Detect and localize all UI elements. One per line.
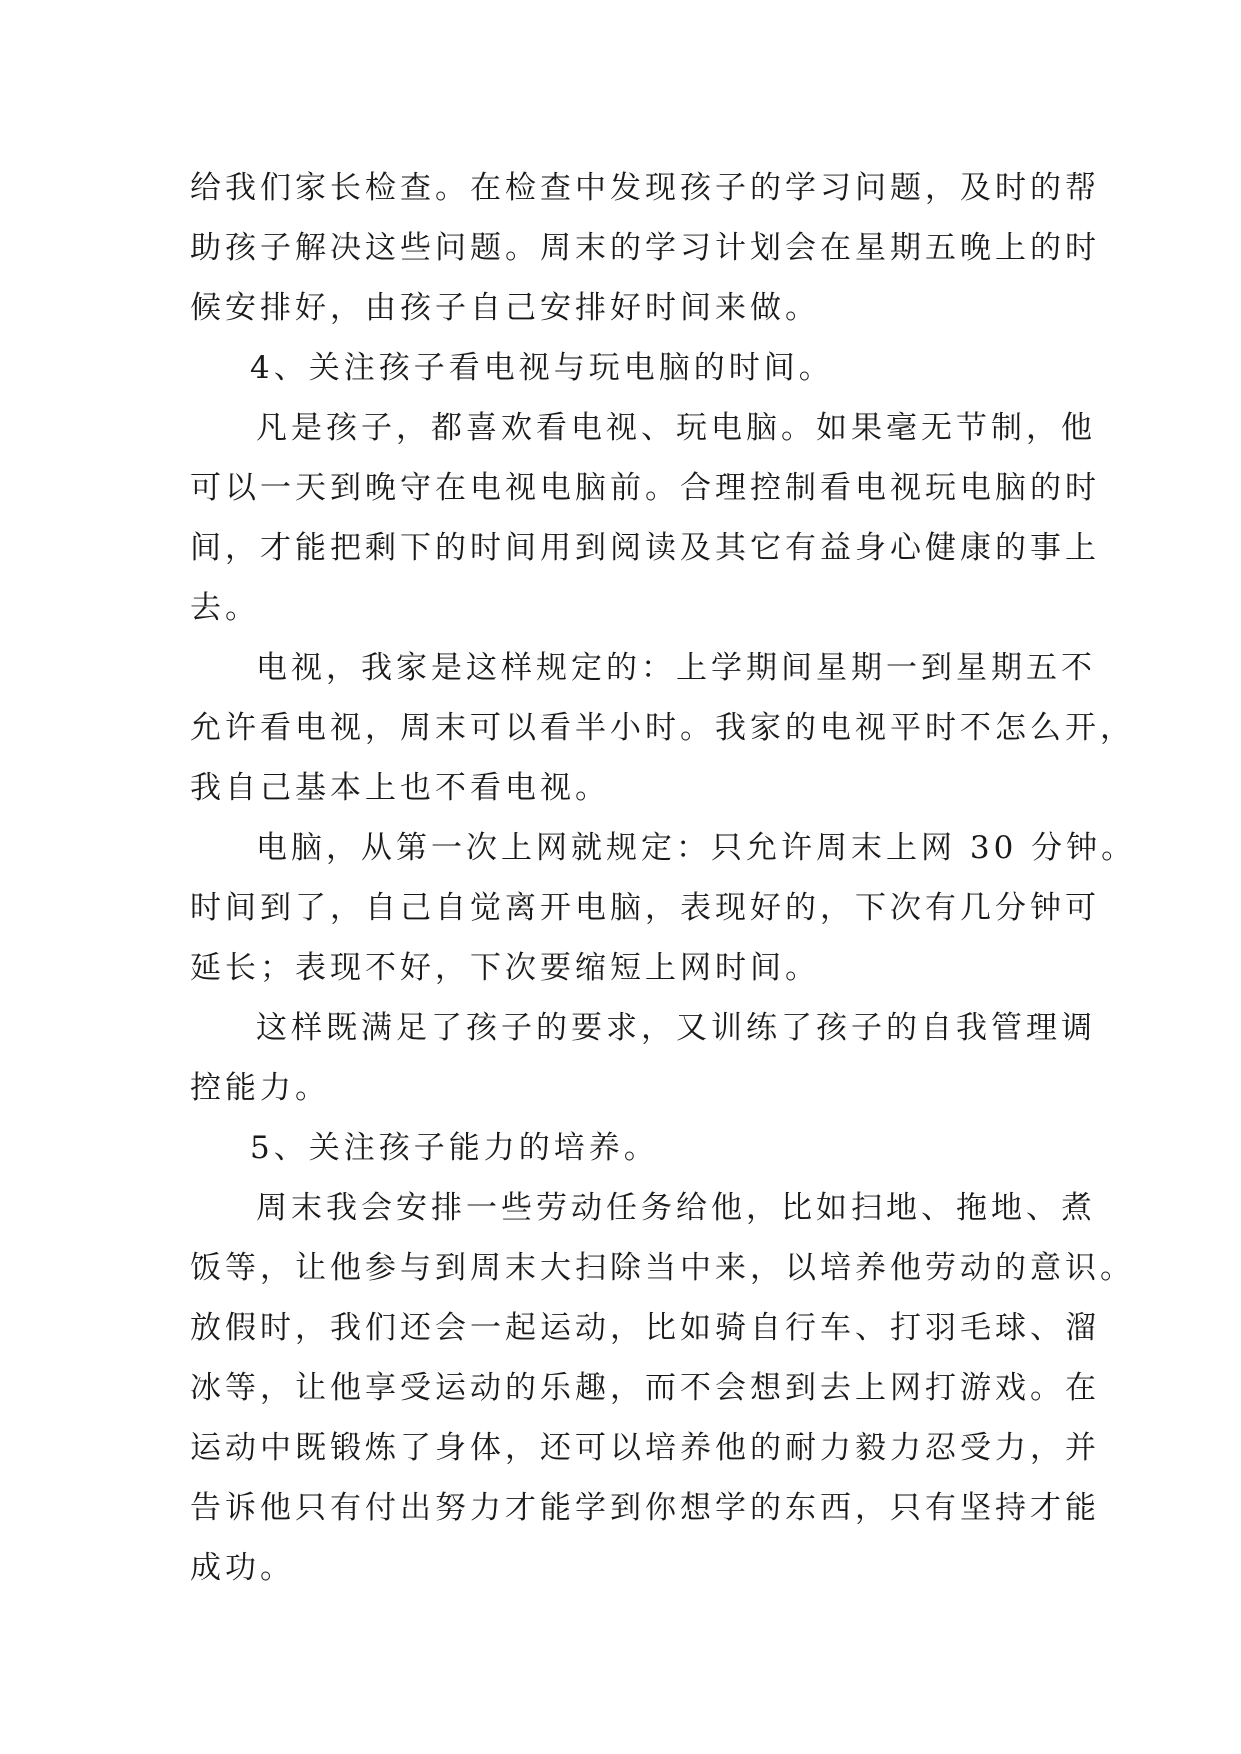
text-line: 冰等，让他享受运动的乐趣，而不会想到去上网打游戏。在 <box>190 1370 1100 1406</box>
paragraph-first-line: 凡是孩子，都喜欢看电视、玩电脑。如果毫无节制，他 <box>256 410 1096 446</box>
text-line: 可以一天到晚守在电视电脑前。合理控制看电视玩电脑的时 <box>190 470 1100 506</box>
text-line: 间，才能把剩下的时间用到阅读及其它有益身心健康的事上 <box>190 530 1100 566</box>
text-line: 助孩子解决这些问题。周末的学习计划会在星期五晚上的时 <box>190 230 1100 266</box>
text-line: 饭等，让他参与到周末大扫除当中来，以培养他劳动的意识。 <box>190 1250 1135 1286</box>
text-line: 延长；表现不好，下次要缩短上网时间。 <box>190 950 820 986</box>
text-line: 时间到了，自己自觉离开电脑，表现好的，下次有几分钟可 <box>190 890 1100 926</box>
paragraph-first-line: 电视，我家是这样规定的：上学期间星期一到星期五不 <box>256 650 1096 686</box>
paragraph-first-line: 这样既满足了孩子的要求，又训练了孩子的自我管理调 <box>256 1010 1096 1046</box>
text-line: 运动中既锻炼了身体，还可以培养他的耐力毅力忍受力，并 <box>190 1430 1100 1466</box>
text-line: 放假时，我们还会一起运动，比如骑自行车、打羽毛球、溜 <box>190 1310 1100 1346</box>
text-line: 告诉他只有付出努力才能学到你想学的东西，只有坚持才能 <box>190 1490 1100 1526</box>
text-line: 成功。 <box>190 1550 295 1586</box>
text-line: 我自己基本上也不看电视。 <box>190 770 610 806</box>
section-heading-5: 5、关注孩子能力的培养。 <box>250 1130 659 1166</box>
text-line: 去。 <box>190 590 260 626</box>
text-line: 允许看电视，周末可以看半小时。我家的电视平时不怎么开， <box>190 710 1135 746</box>
paragraph-first-line: 电脑，从第一次上网就规定：只允许周末上网 30 分钟。 <box>256 830 1137 866</box>
section-heading-4: 4、关注孩子看电视与玩电脑的时间。 <box>250 350 834 386</box>
text-line: 给我们家长检查。在检查中发现孩子的学习问题，及时的帮 <box>190 170 1100 206</box>
paragraph-first-line: 周末我会安排一些劳动任务给他，比如扫地、拖地、煮 <box>256 1190 1096 1226</box>
text-line: 控能力。 <box>190 1070 330 1106</box>
document-body <box>190 158 1137 1598</box>
text-line: 候安排好，由孩子自己安排好时间来做。 <box>190 290 820 326</box>
